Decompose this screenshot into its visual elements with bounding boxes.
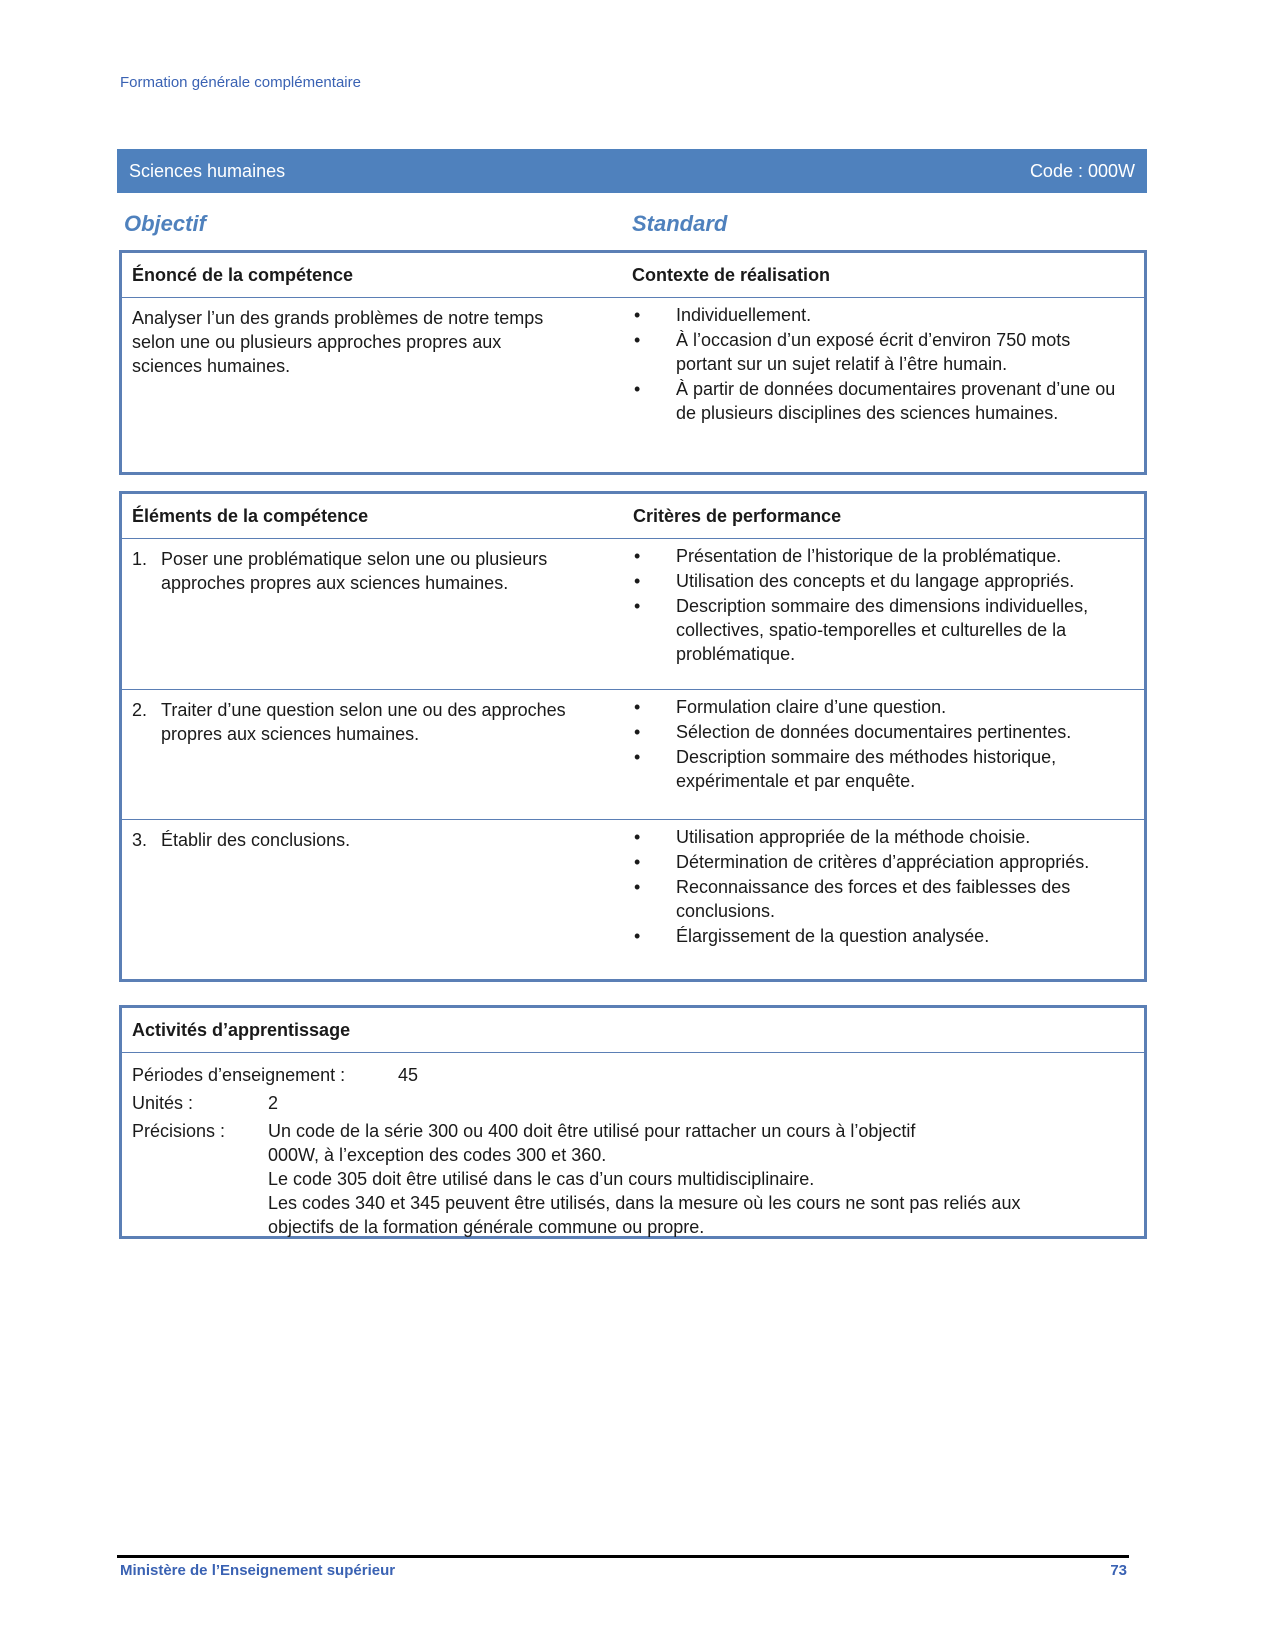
bullet-icon: • (634, 546, 641, 566)
bullet-icon: • (634, 926, 641, 946)
periodes-label: Périodes d’enseignement : (132, 1065, 346, 1085)
bullet-icon: • (634, 596, 641, 616)
enonce-text: Analyser l’un des grands problèmes de notre temps selon une ou plusieurs approches propres aux sciences humaines. (132, 308, 544, 376)
bullet-icon: • (634, 305, 641, 325)
contexte-heading: Contexte de réalisation (632, 264, 831, 285)
title-bar (117, 149, 1147, 193)
bullet-icon: • (634, 827, 641, 847)
criteres-list-2 (632, 695, 1121, 794)
bullet-icon: • (634, 571, 641, 591)
standard-heading: Standard (632, 211, 728, 236)
course-code: Code : 000W (1029, 160, 1135, 181)
list-item: • À partir de données documentaires provenant d’une ou de plusieurs disciplines des sciences humaines. (634, 379, 1116, 423)
list-item: • Utilisation des concepts et du langage appropriés. (634, 571, 1075, 591)
page-number: 73 (1110, 1562, 1127, 1579)
competence-box-header (122, 253, 1144, 298)
unites-label: Unités : (132, 1093, 194, 1113)
bullet-icon: • (634, 852, 641, 872)
bullet-icon: • (634, 330, 641, 350)
table-row (122, 820, 1144, 980)
precision-3: Les codes 340 et 345 peuvent être utilisés, dans la mesure où les cours ne sont pas reliés aux objectifs de la formation générale commune ou propre. (268, 1193, 1021, 1237)
footer-publisher: Ministère de l’Enseignement supérieur (120, 1562, 396, 1579)
bullet-icon: • (634, 877, 641, 897)
elements-box (119, 491, 1147, 982)
table-row (122, 690, 1144, 820)
list-item: • À l’occasion d’un exposé écrit d’environ 750 mots portant sur un sujet relatif à l’être humain. (634, 330, 1071, 374)
element-2: 2. Traiter d’une question selon une ou des approches propres aux sciences humaines. (132, 700, 566, 744)
list-item: • Reconnaissance des forces et des faiblesses des conclusions. (634, 877, 1071, 921)
list-item: • Sélection de données documentaires pertinentes. (634, 722, 1072, 742)
competence-box (119, 250, 1147, 475)
bullet-icon: • (634, 722, 641, 742)
precision-1: Un code de la série 300 ou 400 doit être utilisé pour rattacher un cours à l’objectif 000W, à l’exception des codes 300 et 360. (268, 1121, 916, 1165)
bullet-icon: • (634, 379, 641, 399)
running-header: Formation générale complémentaire (120, 74, 361, 91)
list-item: • Élargissement de la question analysée. (634, 926, 990, 946)
precisions-text (268, 1119, 1128, 1239)
activities-heading: Activités d’apprentissage (122, 1008, 1144, 1053)
course-title: Sciences humaines (129, 160, 286, 181)
contexte-list (632, 303, 1121, 426)
bullet-icon: • (634, 747, 641, 767)
list-item: • Utilisation appropriée de la méthode choisie. (634, 827, 1031, 847)
list-item: • Description sommaire des méthodes historique, expérimentale et par enquête. (634, 747, 1057, 791)
footer-rule (117, 1555, 1129, 1558)
element-3: 3. Établir des conclusions. (132, 830, 351, 850)
list-item: • Présentation de l’historique de la problématique. (634, 546, 1062, 566)
list-item: • Description sommaire des dimensions individuelles, collectives, spatio-temporelles et culturelles de la problématique. (634, 596, 1089, 664)
precision-2: Le code 305 doit être utilisé dans le cas d’un cours multidisciplinaire. (268, 1169, 815, 1189)
list-item: • Individuellement. (634, 305, 812, 325)
list-item: • Détermination de critères d’appréciation appropriés. (634, 852, 1090, 872)
periodes-value: 45 (398, 1065, 419, 1085)
list-item: • Formulation claire d’une question. (634, 697, 947, 717)
elements-heading: Éléments de la compétence (132, 505, 369, 526)
criteres-list-1 (632, 544, 1121, 667)
footer (120, 1562, 1127, 1579)
objectif-heading: Objectif (124, 211, 206, 236)
bullet-icon: • (634, 697, 641, 717)
criteres-list-3 (632, 825, 1121, 949)
elements-box-header (122, 494, 1144, 539)
precisions-label: Précisions : (132, 1121, 226, 1141)
element-1: 1. Poser une problématique selon une ou plusieurs approches propres aux sciences humaines. (132, 549, 548, 593)
activities-box (119, 1005, 1147, 1239)
table-row (122, 539, 1144, 690)
unites-value: 2 (268, 1093, 279, 1113)
criteres-heading: Critères de performance (633, 505, 842, 526)
enonce-heading: Énoncé de la compétence (132, 264, 354, 285)
